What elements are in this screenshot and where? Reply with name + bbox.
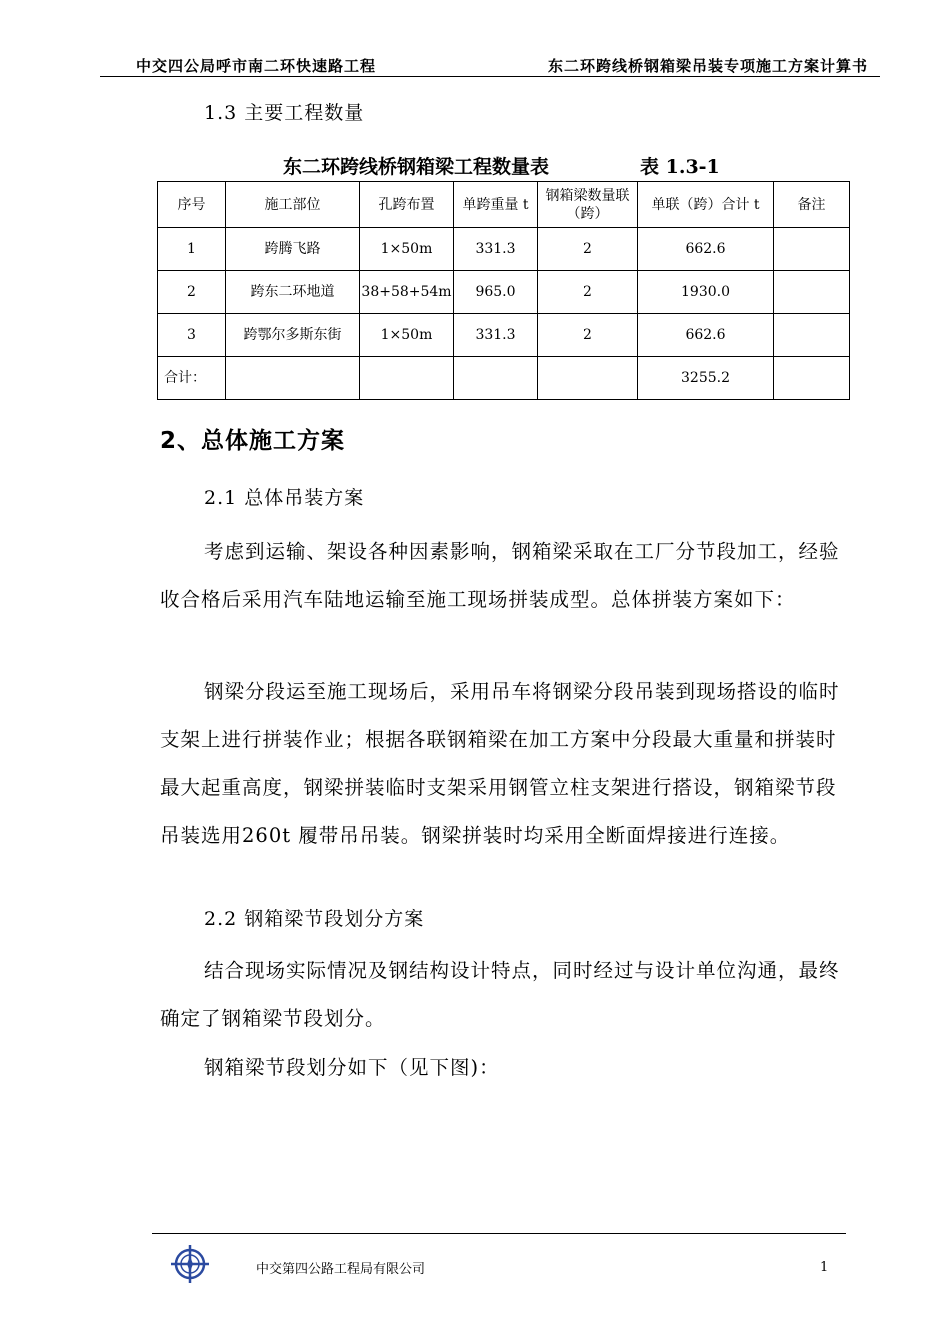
table-cell: 跨东二环地道: [226, 271, 360, 314]
table-cell: 1×50m: [360, 314, 454, 357]
table-cell: 331.3: [454, 228, 538, 271]
table-cell: 2: [538, 228, 638, 271]
total-label: 合计：: [158, 357, 226, 400]
table-total-row: [158, 357, 850, 400]
table-cell: [774, 228, 850, 271]
table-cell: 跨腾飞路: [226, 228, 360, 271]
header-cell: 施工部位: [226, 182, 360, 228]
header-left-title: 中交四公局呼市南二环快速路工程: [136, 57, 377, 75]
table-cell: 1930.0: [638, 271, 774, 314]
paragraph: 钢箱梁节段划分如下（见下图)：: [204, 1056, 500, 1079]
paragraph: 考虑到运输、架设各种因素影响，钢箱梁采取在工厂分节段加工，经验收合格后采用汽车陆地运输至施工现场拼装成型。总体拼装方案如下：: [160, 540, 840, 611]
table-cell: 2: [538, 314, 638, 357]
table-cell: 331.3: [454, 314, 538, 357]
table-row: [158, 314, 850, 357]
header-cell: 单跨重量 t: [454, 182, 538, 228]
header-cell: 单联（跨）合计 t: [638, 182, 774, 228]
header-cell: 备注: [774, 182, 850, 228]
section-heading-1-3: 1.3 主要工程数量: [204, 102, 365, 124]
table-cell: 2: [158, 271, 226, 314]
paragraph: 钢梁分段运至施工现场后，采用吊车将钢梁分段吊装到现场搭设的临时支架上进行拼装作业；根据各联钢箱梁在加工方案中分段最大重量和拼装时最大起重高度，钢梁拼装临时支架采用钢管立柱支架进行搭设，钢箱梁节段吊装选用260t 履带吊吊装。钢梁拼装时均采用全断面焊接进行连接。: [160, 680, 840, 847]
table-cell: 1: [158, 228, 226, 271]
header-cell: 序号: [158, 182, 226, 228]
table-cell: 2: [538, 271, 638, 314]
table-cell: 965.0: [454, 271, 538, 314]
table-cell: 662.6: [638, 228, 774, 271]
quantity-table: [157, 181, 850, 400]
table-cell: 662.6: [638, 314, 774, 357]
table-header-row: [158, 182, 850, 228]
table-row: [158, 228, 850, 271]
table-cell: 3: [158, 314, 226, 357]
table-cell: [226, 357, 360, 400]
section-heading-2: 2、总体施工方案: [160, 428, 346, 454]
table-cell: [538, 357, 638, 400]
page-number: 1: [820, 1260, 829, 1275]
header-cell: 钢箱梁数量联（跨）: [538, 182, 638, 228]
table-title: 东二环跨线桥钢箱梁工程数量表: [283, 156, 550, 178]
table-row: [158, 271, 850, 314]
paragraph: 结合现场实际情况及钢结构设计特点，同时经过与设计单位沟通，最终确定了钢箱梁节段划分。: [160, 959, 840, 1030]
company-logo-icon: [170, 1244, 210, 1284]
table-cell: 跨鄂尔多斯东街: [226, 314, 360, 357]
table-cell: [774, 314, 850, 357]
footer-divider: [152, 1233, 846, 1234]
table-cell: [454, 357, 538, 400]
section-heading-2-2: 2.2 钢箱梁节段划分方案: [204, 908, 425, 930]
table-cell: 1×50m: [360, 228, 454, 271]
table-cell: 38+58+54m: [360, 271, 454, 314]
table-cell: [774, 271, 850, 314]
header-divider: [100, 76, 880, 77]
section-heading-2-1: 2.1 总体吊装方案: [204, 487, 365, 509]
header-right-title: 东二环跨线桥钢箱梁吊装专项施工方案计算书: [547, 57, 868, 75]
table-number: 表 1.3-1: [640, 156, 720, 178]
table-cell: [774, 357, 850, 400]
footer-company: 中交第四公路工程局有限公司: [256, 1262, 426, 1277]
table-cell: [360, 357, 454, 400]
total-value: 3255.2: [638, 357, 774, 400]
header-cell: 孔跨布置: [360, 182, 454, 228]
